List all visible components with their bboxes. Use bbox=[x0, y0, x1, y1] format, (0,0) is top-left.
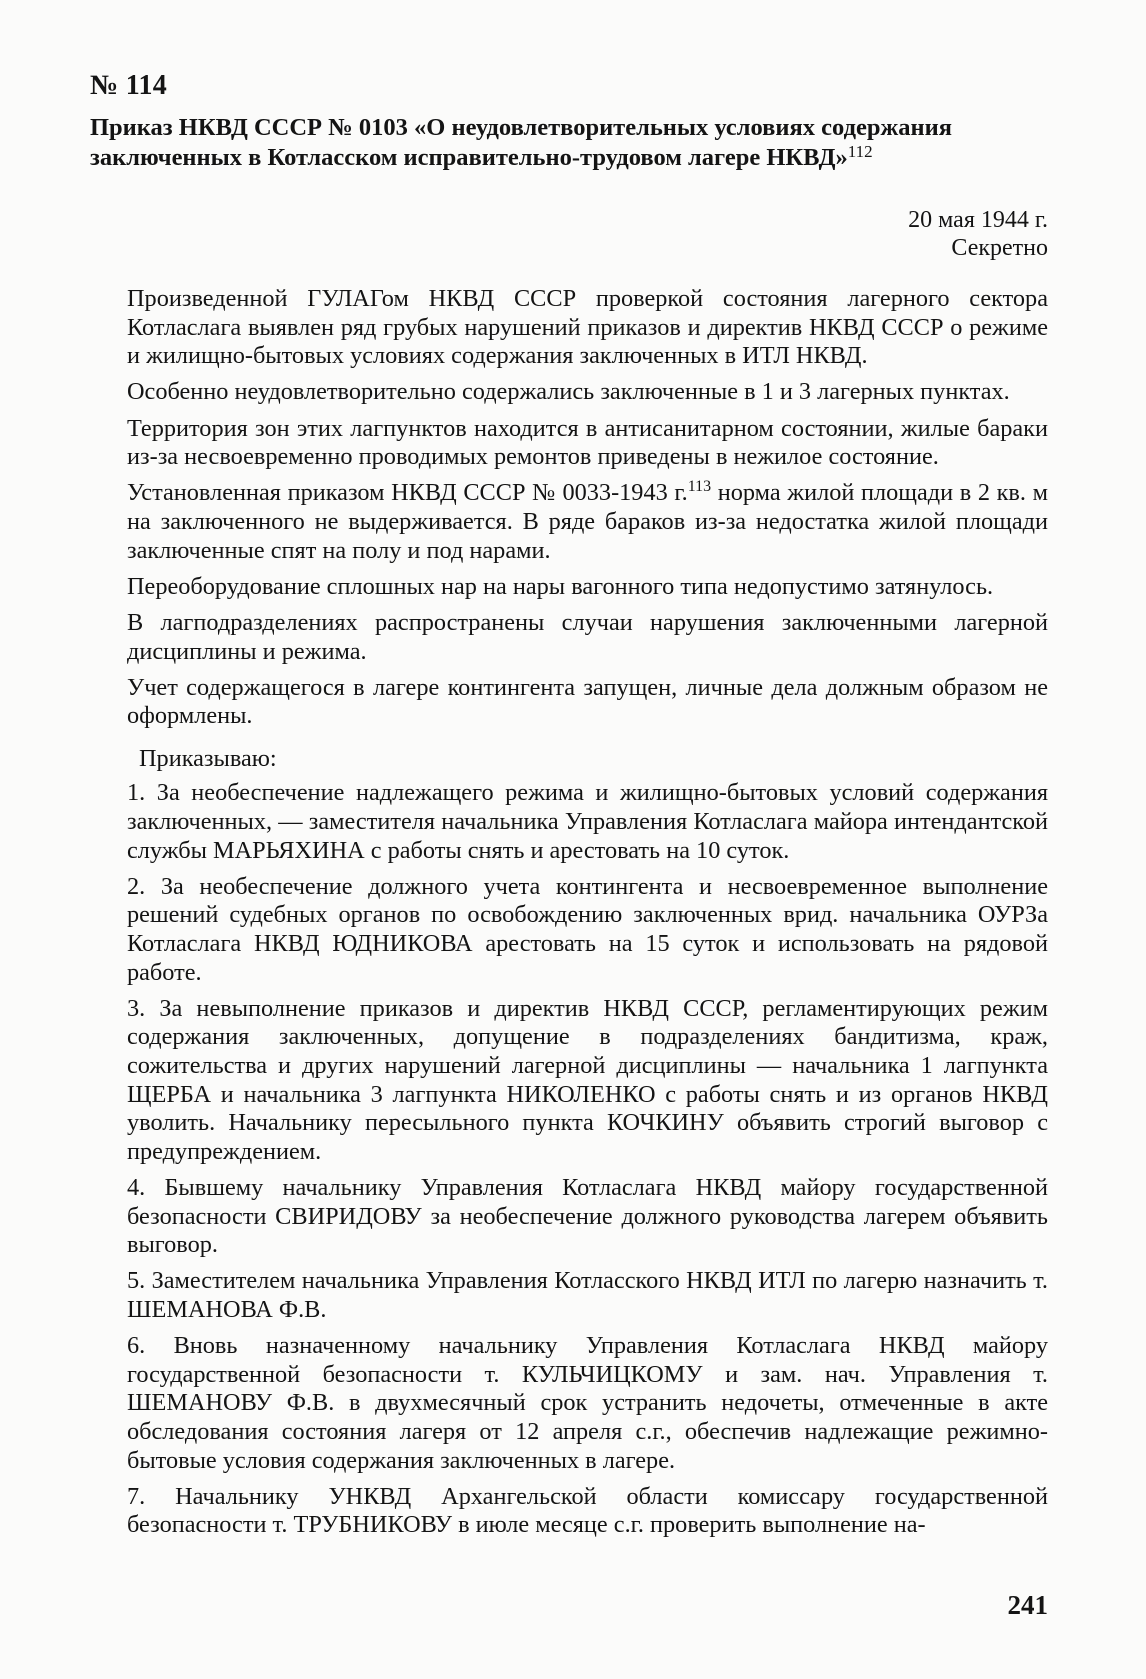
order-item-2: 2. За необеспечение должного учета контингента и несвоевременное выполнение решений судебных органов по освобождению заключенных врид. начальника ОУРЗа Котласлага НКВД ЮДНИКОВА арестовать на 15 суток и использовать на рядовой работе. bbox=[127, 872, 1048, 986]
living-space-text-start: Установленная приказом НКВД СССР № 0033-1943 г. bbox=[127, 479, 688, 507]
document-title bbox=[90, 113, 1050, 173]
document-title-text: Приказ НКВД СССР № 0103 «О неудовлетворительных условиях содержания заключенных в Котласском исправительно-трудовом лагере НКВД» bbox=[90, 114, 952, 171]
paragraph-bunks: Переоборудование сплошных нар на нары вагонного типа недопустимо затянулось. bbox=[127, 572, 994, 600]
order-item-4: 4. Бывшему начальнику Управления Котласлага НКВД майору государственной безопасности СВИРИДОВУ за необеспечение должного руководства лагерем объявить выговор. bbox=[127, 1173, 1048, 1259]
order-intro: Приказываю: bbox=[139, 744, 277, 772]
order-item-5: 5. Заместителем начальника Управления Котласского НКВД ИТЛ по лагерю назначить т. ШЕМАНОВА Ф.В. bbox=[127, 1267, 1048, 1323]
document-date: 20 мая 1944 г. bbox=[908, 207, 1048, 233]
title-footnote-ref: 112 bbox=[847, 142, 873, 161]
order-item-3: 3. За невыполнение приказов и директив НКВД СССР, регламентирующих режим содержания заключенных, допущение в подразделениях бандитизма, краж, сожительства и других нарушений лагерной дисциплины — начальника 1 лагпункта ЩЕРБА и начальника 3 лагпункта НИКОЛЕНКО с работы снять и из органов НКВД уволить. Начальнику пересыльного пункта КОЧКИНУ объявить строгий выговор с предупреждением. bbox=[127, 994, 1048, 1165]
document-number: № 114 bbox=[90, 70, 168, 101]
paragraph-inspection: Произведенной ГУЛАГом НКВД СССР проверкой состояния лагерного сектора Котласлага выявлен ряд грубых нарушений приказов и директив НКВД СССР о режиме и жилищно-бытовых условиях содержания заключенных в ИТЛ НКВД. bbox=[127, 285, 1048, 370]
order-item-7: 7. Начальнику УНКВД Архангельской области комиссару государственной безопасности т. ТРУБНИКОВУ в июле месяце с.г. проверить выполнение на- bbox=[127, 1482, 1048, 1539]
order-item-6: 6. Вновь назначенному начальнику Управления Котласлага НКВД майору государственной безопасности т. КУЛЬЧИЦКОМУ и зам. нач. Управления т. ШЕМАНОВУ Ф.В. в двухмесячный срок устранить недочеты, отмеченные в акте обследования состояния лагеря от 12 апреля с.г., обеспечив надлежащие режимно-бытовые условия содержания заключенных в лагере. bbox=[127, 1332, 1048, 1474]
paragraph-records: Учет содержащегося в лагере контингента запущен, личные дела должным образом не оформлены. bbox=[127, 673, 1048, 730]
paragraph-living-space bbox=[127, 479, 1048, 565]
living-space-text-end: норма жилой площади в 2 кв. м на заключенного не выдерживается. В ряде бараков из-за недостатка жилой площади заключенные спят на полу и под нарами. bbox=[127, 479, 1048, 564]
paragraph-territory: Территория зон этих лагпунктов находится в антисанитарном состоянии, жилые бараки из-за несвоевременно проводимых ремонтов приведены в нежилое состояние. bbox=[127, 414, 1048, 471]
footnote-ref-113: 113 bbox=[687, 478, 712, 496]
classification-mark: Секретно bbox=[951, 235, 1048, 261]
document-meta bbox=[908, 206, 1048, 262]
order-item-1: 1. За необеспечение надлежащего режима и жилищно-бытовых условий содержания заключенных, — заместителя начальника Управления Котласлага майора интендантской службы МАРЬЯХИНА с работы снять и арестовать на 10 суток. bbox=[127, 779, 1048, 864]
page-number: 241 bbox=[1007, 1590, 1048, 1620]
paragraph-camp-points: Особенно неудовлетворительно содержались заключенные в 1 и 3 лагерных пунктах. bbox=[127, 378, 1010, 406]
paragraph-discipline: В лагподразделениях распространены случаи нарушения заключенными лагерной дисциплины и режима. bbox=[127, 608, 1048, 665]
document-body bbox=[127, 285, 1048, 1547]
